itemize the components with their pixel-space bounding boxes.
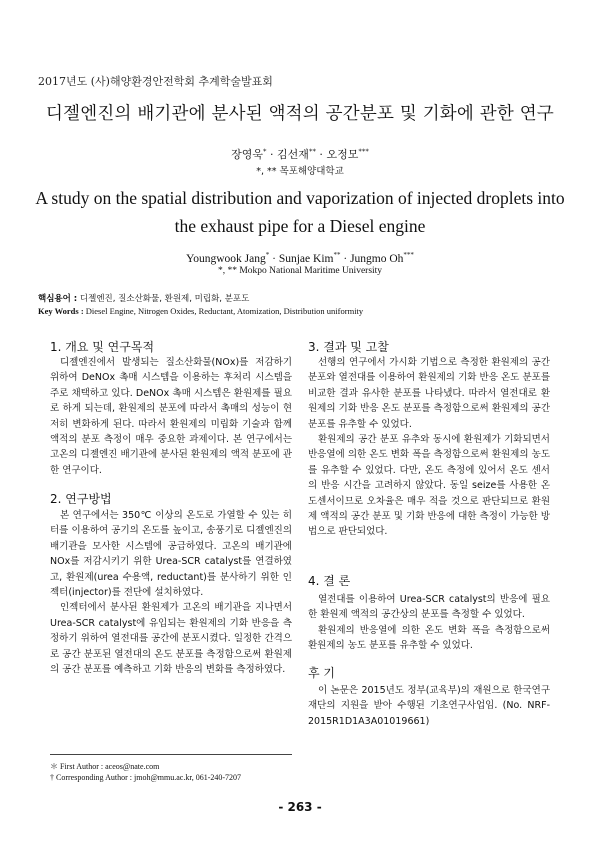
author-mark: *** <box>403 251 414 259</box>
paragraph: 환원제의 공간 분포 유추와 동시에 환원제가 기화되면서 반응열에 의한 온도 변화 폭을 측정함으로써 환원제의 농도를 유추할 수 있었다. 다만, 온도 측정에 있어서 온도 센서의 반응 시간을 고려하지 않았다. 동일 seize를 사용한 온도센서이므로 오차율은 매우 적을 것으로 판단되므로 환원제 액적의 공간 분포 및 기화 반응에 대한 측정이 가능한 방법으로 판단되었다. <box>308 434 550 538</box>
keywords-text: 디젤엔진, 질소산화물, 환원제, 미립화, 분포도 <box>79 294 250 304</box>
paragraph: 이 논문은 2015년도 정부(교육부)의 재원으로 한국연구재단의 지원을 받아 수행된 기초연구사업임. (No. NRF-2015R1D1A3A01019661) <box>308 685 550 727</box>
author-separator: · <box>266 148 278 161</box>
authors-korean <box>0 146 600 162</box>
author-name: 김선재 <box>277 148 309 161</box>
section-body <box>308 355 550 540</box>
author-name: Jungmo Oh <box>350 252 404 265</box>
section-heading: 1. 개요 및 연구목적 <box>50 340 155 354</box>
paragraph: 선행의 연구에서 가시화 기법으로 측정한 환원제의 공간분포와 열전대를 이용하여 환원제의 기화 반응 온도 분포를 비교한 결과 유사한 분포를 나타냈다. 따라서 열전대로 환원제의 기화 반응 온도 분포를 측정함으로써 환원제의 공간분포를 유추할 수 있었다. <box>308 357 550 430</box>
author-separator: · <box>340 252 351 265</box>
footnote-divider <box>50 754 292 755</box>
acknowledgement <box>308 683 550 729</box>
author-mark: ** <box>333 251 341 259</box>
section-body <box>50 355 292 478</box>
keywords-english <box>38 306 363 316</box>
author-separator: · <box>269 252 279 265</box>
title-korean: 디젤엔진의 배기관에 분사된 액적의 공간분포 및 기화에 관한 연구 <box>46 104 554 124</box>
paragraph: 본 연구에서는 350℃ 이상의 온도로 가열할 수 있는 히터를 이용하여 공기의 온도를 높이고, 송풍기로 디젤엔진의 배기관을 모사한 시스템에 공급하였다. 고온의 배기관에 NOx를 저감시키기 위한 Urea-SCR catalyst를 연결하였고, 환원제(urea 수용액, reductant)를 분사하기 위한 인젝터(injector)를 전단에 설치하였다. <box>50 510 292 599</box>
section-heading: 2. 연구방법 <box>50 492 112 506</box>
footnote-corresponding-author: † Corresponding Author : jmoh@mmu.ac.kr, 061-240-7207 <box>50 773 242 782</box>
section-heading: 3. 결과 및 고찰 <box>308 340 389 354</box>
section-heading: 4. 결 론 <box>308 574 351 588</box>
author-mark: * <box>265 251 270 259</box>
keywords-text: Diesel Engine, Nitrogen Oxides, Reductant, Atomization, Distribution uniformity <box>85 306 364 316</box>
section-body <box>308 592 550 654</box>
author-name: 오정모 <box>326 148 359 161</box>
section-heading: 후 기 <box>308 666 335 680</box>
affiliation-korean: *, ** 목포해양대학교 <box>256 166 344 177</box>
paragraph: 환원제의 반응열에 의한 온도 변화 폭을 측정함으로써 환원제의 농도 분포를 유추할 수 있었다. <box>308 624 550 652</box>
authors-english <box>0 251 600 265</box>
footnote-first-author: ＊ First Author : aceos@nate.com <box>50 762 160 771</box>
keywords-label: 핵심용어 : <box>38 294 78 304</box>
keywords-label: Key Words : <box>38 306 84 316</box>
author-mark: *** <box>358 147 369 156</box>
paragraph: 열전대를 이용하여 Urea-SCR catalyst의 반응에 필요한 환원제 액적의 공간상의 분포를 측정할 수 있었다. <box>308 594 550 621</box>
affiliation-english: *, ** Mokpo National Maritime University <box>217 266 383 276</box>
section-body <box>50 508 292 677</box>
paragraph: 디젤엔진에서 발생되는 질소산화물(NOx)를 저감하기 위하여 DeNOx 촉매 시스템을 이용하는 후처리 시스템을 주로 채택하고 있다. DeNOx 촉매 시스템은 환원제를 필요로 하게 되는데, 환원제의 분포에 따라서 촉매의 성능이 현저히 변화하게 된다. 따라서 환원제의 미립화 기술과 함께 액적의 분포 측정이 매우 중요한 과제이다. 본 연구에서는 고온의 디젤엔진 배기관에 분사된 환원제의 액적 분포에 관한 연구이다. <box>50 357 292 476</box>
author-name: Youngwook Jang <box>186 252 266 265</box>
title-english <box>30 184 570 240</box>
keywords-korean <box>38 292 249 304</box>
title-english-line: the exhaust pipe for a Diesel engine <box>174 216 426 236</box>
conference-name: 2017년도 (사)해양환경안전학회 추계학술발표회 <box>38 75 273 88</box>
title-english-line: A study on the spatial distribution and vaporization of injected droplets into <box>35 188 565 208</box>
author-name: 장영욱 <box>231 148 264 161</box>
page-number: - 263 - <box>278 800 322 814</box>
author-name: Sunjae Kim <box>278 252 334 265</box>
author-mark: ** <box>308 147 316 156</box>
author-separator: · <box>315 148 327 161</box>
author-mark: * <box>263 147 267 156</box>
paragraph: 인젝터에서 분사된 환원제가 고온의 배기관을 지나면서 Urea-SCR catalyst에 유입되는 환원제의 기화 반응을 측정하기 위하여 열전대를 공간에 분포시켰다. 일정한 간격으로 공간 분포된 열전대의 온도 분포를 측정함으로써 환원제의 공간 분포를 예측하고 기화 반응의 변화를 측정하였다. <box>50 602 292 676</box>
